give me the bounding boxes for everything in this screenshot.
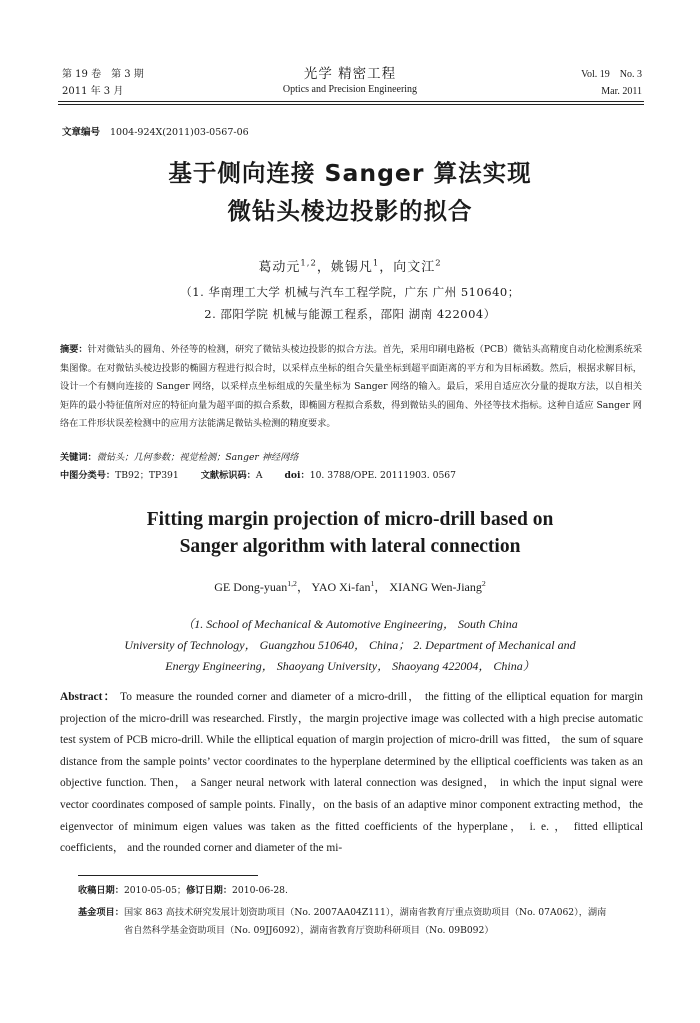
clc-label: 中图分类号： xyxy=(60,470,116,481)
affiliation-en xyxy=(0,614,700,677)
title-cn xyxy=(0,154,700,230)
received-value: 2010-05-05； xyxy=(123,885,187,896)
author-cn-1-affil: 1,2 xyxy=(300,257,317,268)
authors-en xyxy=(0,578,700,595)
fund-line1: 国家 863 高技术研究发展计划资助项目（No. 2007AA04Z111），湖南省教育厅重点资助项目（No. 07A062），湖南 xyxy=(123,907,607,918)
author-en-3: XIANG Wen-Jiang xyxy=(389,580,482,594)
author-cn-3: 向文江 xyxy=(393,260,436,275)
abstract-en-label: Abstract： xyxy=(60,691,117,703)
author-en-3-affil: 2 xyxy=(481,579,486,588)
abstract-cn-label: 摘要： xyxy=(60,344,88,355)
footnote-rule xyxy=(78,875,258,876)
author-en-2: YAO Xi-fan xyxy=(311,580,371,594)
fund-line2: 省自然科学基金资助项目（No. 09JJ6092），湖南省教育厅资助科研项目（No. 09B092） xyxy=(124,925,494,936)
title-en-line2: Sanger algorithm with lateral connection xyxy=(179,536,521,557)
author-sep: ， xyxy=(374,580,390,594)
author-sep: ， xyxy=(316,260,331,275)
doi-label: doi： xyxy=(284,470,310,481)
header-volume-cn: 第 19 卷 第 3 期 xyxy=(62,69,144,80)
keywords-cn xyxy=(60,449,642,467)
journal-name-cn: 光学 精密工程 xyxy=(303,66,397,82)
keywords-cn-label: 关键词： xyxy=(60,452,97,463)
author-cn-2-affil: 1 xyxy=(372,257,380,268)
revised-value: 2010-06-28. xyxy=(232,885,288,896)
header-right xyxy=(581,66,642,100)
header-date-en: Mar. 2011 xyxy=(601,86,642,97)
journal-name-en: Optics and Precision Engineering xyxy=(282,84,418,95)
affiliation-en-line3: Energy Engineering， Shaoyang University， Shaoyang 422004， China） xyxy=(165,659,535,673)
footnote-funding xyxy=(78,904,640,940)
affiliation-en-line1: （1. School of Mechanical & Automotive Engineering， South China xyxy=(182,617,518,631)
footnote-dates xyxy=(78,882,640,900)
authors-cn xyxy=(0,256,700,275)
author-sep: ， xyxy=(379,260,394,275)
author-en-1-affil: 1,2 xyxy=(287,579,297,588)
affiliation-en-line2: University of Technology， Guangzhou 510640， China； 2. Department of Mechanical and xyxy=(124,638,576,652)
affiliation-cn-line1: （1. 华南理工大学 机械与汽车工程学院，广东 广州 510640； xyxy=(180,285,520,299)
title-cn-line1: 基于侧向连接 Sanger 算法实现 xyxy=(168,159,532,187)
affiliation-cn-line2: 2. 邵阳学院 机械与能源工程系，邵阳 湖南 422004） xyxy=(204,307,496,321)
header-volume-en: Vol. 19 No. 3 xyxy=(581,69,642,80)
clc-value: TB92；TP391 xyxy=(115,470,179,481)
author-en-1: GE Dong-yuan xyxy=(214,580,288,594)
keywords-cn-text: 微钻头；几何参数；视觉检测；Sanger 神经网络 xyxy=(96,452,299,463)
header-rule xyxy=(58,101,644,105)
affiliation-cn xyxy=(0,281,700,325)
abstract-cn-text: 针对微钻头的圆角、外径等的检测，研究了微钻头棱边投影的拟合方法。首先，采用印刷电路板（PCB）微钻头高精度自动化检测系统采集图像。在对微钻头棱边投影的椭圆方程进行拟合时，以采样点坐标的组合矢量坐标到超平面距离的平方和为目标函数。然后，根据求解目标，设计一个有侧向连接的 Sanger 网络，以采样点坐标组成的矢量坐标为 Sanger 网络的输入。最后，采用自适应次分量的提取方法，以自相关矩阵的最小特征值所对应的特征向量为超平面的拟合系数，即椭圆方程拟合系数，得到微钻头的圆角、外径等技术指标。这种自适应 Sanger 网络在工件形状误差检测中的应用方法能满足微钻头检测的精度要求。 xyxy=(60,344,643,429)
title-cn-line2: 微钻头棱边投影的拟合 xyxy=(227,197,473,225)
header-date-cn: 2011 年 3 月 xyxy=(62,86,124,97)
article-number-value: 1004-924X(2011)03-0567-06 xyxy=(110,127,249,138)
doc-code-label: 文献标识码： xyxy=(200,470,256,481)
received-label: 收稿日期： xyxy=(78,885,124,896)
fund-label: 基金项目： xyxy=(78,907,124,918)
author-cn-1: 葛动元 xyxy=(258,260,301,275)
author-en-2-affil: 1 xyxy=(370,579,375,588)
doi-value: 10. 3788/OPE. 20111903. 0567 xyxy=(309,470,456,481)
abstract-cn xyxy=(60,341,642,434)
abstract-en xyxy=(60,687,643,860)
author-cn-2: 姚锡凡 xyxy=(330,260,373,275)
author-cn-3-affil: 2 xyxy=(435,257,442,268)
classification-cn xyxy=(60,467,642,485)
title-en xyxy=(0,506,700,560)
doc-code-value: A xyxy=(255,470,263,481)
article-number-label: 文章编号 xyxy=(62,127,101,138)
author-sep: ， xyxy=(296,580,312,594)
article-number xyxy=(62,124,249,138)
revised-label: 修订日期： xyxy=(186,885,233,896)
abstract-en-text: To measure the rounded corner and diameter of a micro-drill， the fitting of the elliptical equation for margin projection of the micro-drill was researched. Firstly，the margin projective image was collected with a high precise automatic test system of PCB micro-drill. While the elliptical equation of margin projection of micro-drill was fitted， the sum of square distance from the sample points’ vector coordinates to the hyperplane determined by the elliptical coefficients was taken as an objective function. Then， a Sanger neural network with lateral connection was designed， in which the input signal were vector coordinates composed of sample points. Finally，on the basis of an adaptive minor component extracting method，the eigenvector of minimum eigen values was taken as the fitted coefficients of the hyperplane， i. e. ， fitted elliptical coefficients， and the rounded corner and diameter of the mi- xyxy=(60,691,643,855)
title-en-line1: Fitting margin projection of micro-drill based on xyxy=(146,509,554,530)
